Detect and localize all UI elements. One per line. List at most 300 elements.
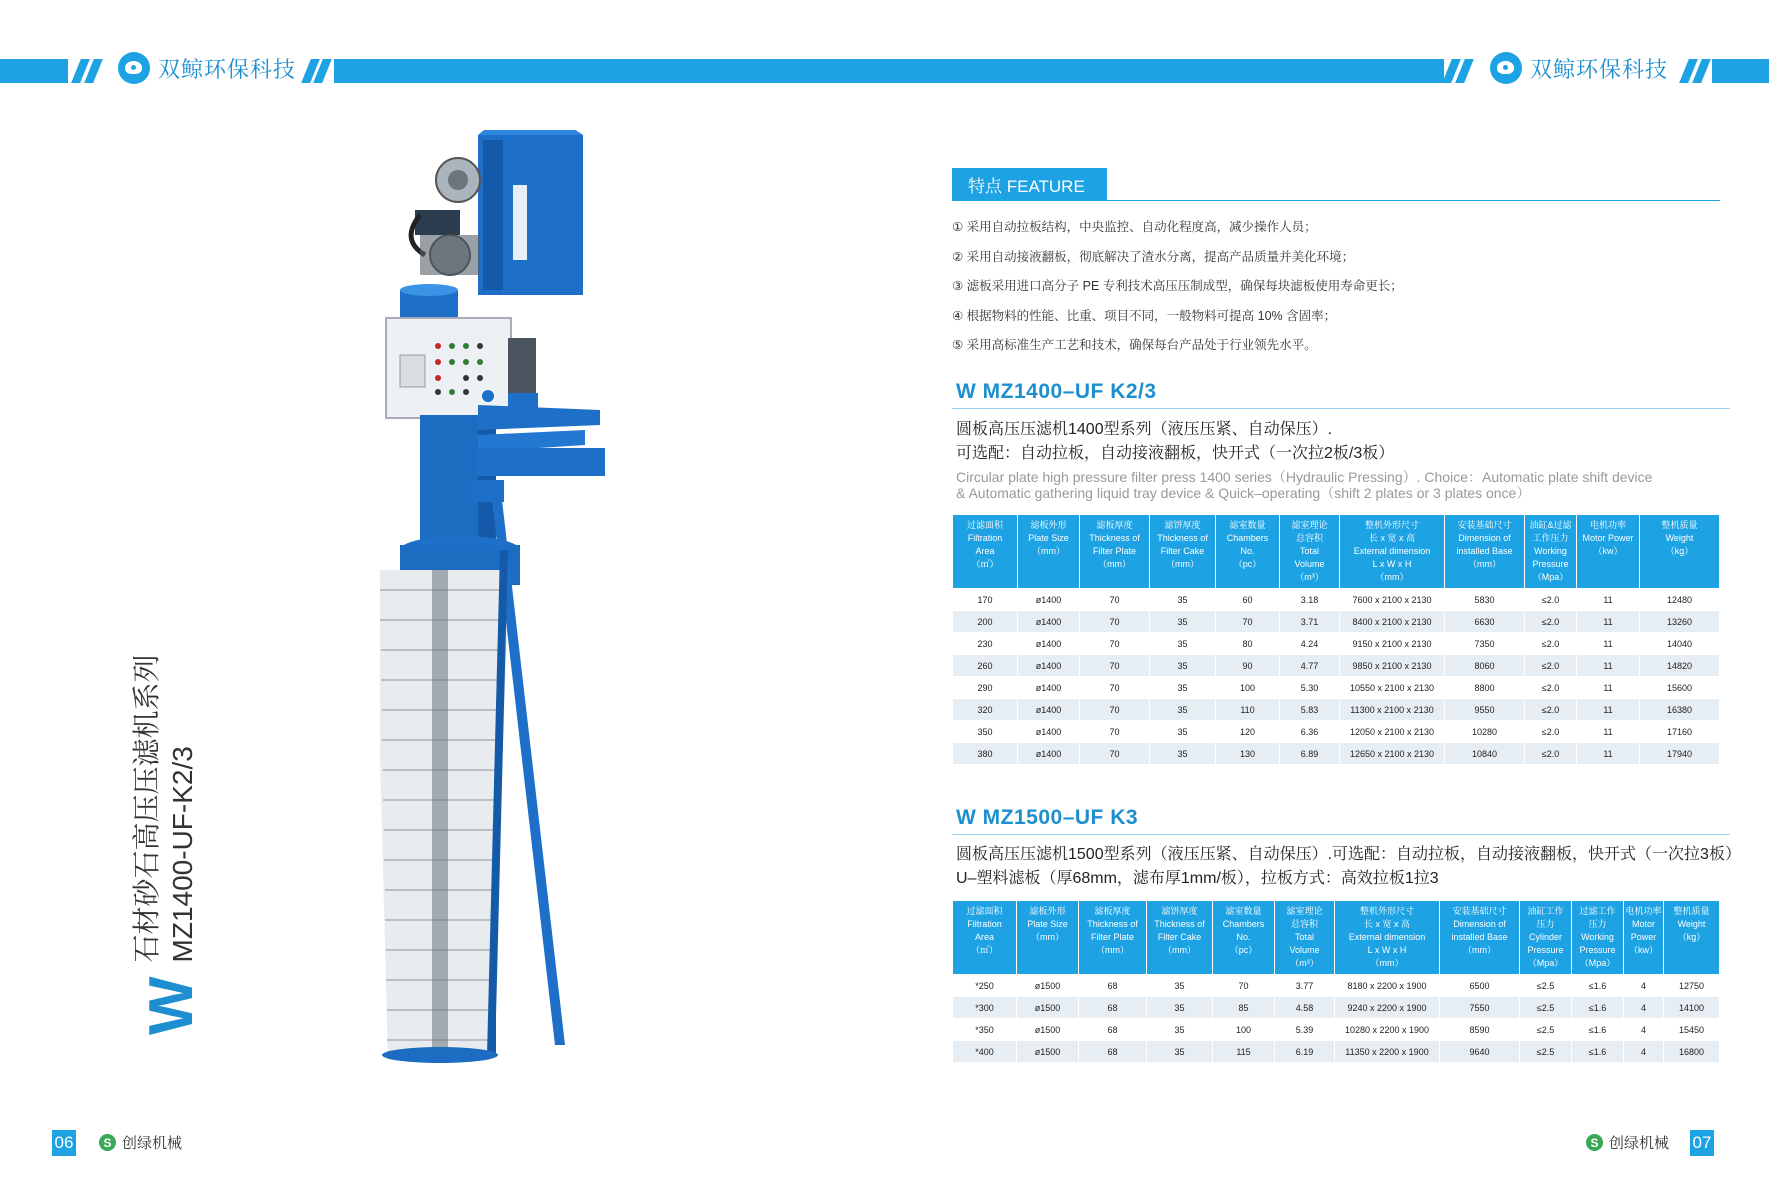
model1-table-cell: 100: [1216, 677, 1280, 699]
model1-header-text: 滤饼厚度: [1164, 520, 1201, 530]
model1-header-text: 过滤面积: [966, 520, 1003, 530]
model2-header-text: 滤室理论: [1286, 906, 1323, 916]
model2-header-cell: [1147, 901, 1213, 975]
model2-table-cell: 6.19: [1275, 1041, 1335, 1063]
feature-item: ⑤ 采用高标准生产工艺和技术，确保每台产品处于行业领先水平。: [952, 338, 1317, 352]
model1-table-cell: 7350: [1445, 633, 1525, 655]
model2-table-cell: 6500: [1440, 975, 1520, 997]
model1-table-cell: 11: [1577, 633, 1640, 655]
footer-brand-name: 创绿机械: [122, 1135, 183, 1152]
brand-left: [118, 52, 296, 84]
model2-header-text: Pressure: [1579, 945, 1616, 955]
model1-table-cell: 380: [953, 743, 1018, 765]
model2-table-cell: ø1500: [1017, 997, 1079, 1019]
model1-table-cell: 6.36: [1280, 721, 1340, 743]
model1-header-text: Weight: [1665, 533, 1694, 543]
model2-header-text: 总容积: [1290, 919, 1318, 929]
model1-table-cell: 5.30: [1280, 677, 1340, 699]
model2-header-cell: [1213, 901, 1275, 975]
model2-header-cell: [1520, 901, 1572, 975]
model2-header-text: 安装基础尺寸: [1452, 906, 1507, 916]
model1-table-cell: 35: [1150, 589, 1216, 611]
model1-header-cell: [1640, 515, 1720, 589]
model1-table-cell: 35: [1150, 699, 1216, 721]
model2-table-cell: 68: [1079, 975, 1147, 997]
model1-table-cell: 17160: [1640, 721, 1720, 743]
model2-header-text: （pc）: [1229, 945, 1258, 955]
model1-table-row: [953, 743, 1720, 765]
model1-header-text: 电机功率: [1589, 520, 1626, 530]
model2-table-cell: ≤2.5: [1520, 997, 1572, 1019]
header-bar: [1712, 59, 1769, 83]
model1-header-text: Filtration: [967, 533, 1003, 543]
model2-header-text: （mm）: [1031, 932, 1064, 942]
model1-table-cell: 12650 x 2100 x 2130: [1340, 743, 1445, 765]
model2-desc-cn-2: U–塑料滤板（厚68mm，滤布厚1mm/板），拉板方式：高效拉板1拉3: [956, 870, 1439, 887]
brand-s-icon: S: [99, 1134, 116, 1151]
model1-header-text: （mm）: [1032, 546, 1065, 556]
model1-header-cell: [1577, 515, 1640, 589]
model1-table-cell: ≤2.0: [1525, 677, 1577, 699]
model2-header-text: （mm）: [1463, 945, 1496, 955]
model2-header-text: 滤板外形: [1029, 906, 1066, 916]
model1-table-cell: 120: [1216, 721, 1280, 743]
model2-header-text: No.: [1236, 932, 1251, 942]
model1-header-text: 整机质量: [1661, 520, 1698, 530]
series-model: MZ1400-UF-K2/3: [167, 746, 198, 963]
model1-table-cell: 8400 x 2100 x 2130: [1340, 611, 1445, 633]
model2-table-cell: 10280 x 2200 x 1900: [1335, 1019, 1440, 1041]
brand-right: [1490, 52, 1668, 84]
model1-table-cell: ≤2.0: [1525, 633, 1577, 655]
model1-table-cell: 35: [1150, 721, 1216, 743]
model1-table-cell: 60: [1216, 589, 1280, 611]
feature-divider: [952, 200, 1720, 201]
model1-table-cell: 35: [1150, 743, 1216, 765]
model1-table-cell: 200: [953, 611, 1018, 633]
model2-header-text: 油缸工作: [1527, 906, 1564, 916]
model1-table-cell: 12050 x 2100 x 2130: [1340, 721, 1445, 743]
model1-header-text: 工作压力: [1532, 533, 1569, 543]
model1-header-text: 油缸&过滤: [1529, 520, 1572, 530]
model1-desc-en-2: & Automatic gathering liquid tray device & Quick–operating（shift 2 plates or 3 plates once）: [956, 485, 1531, 501]
footer-brand-left: [99, 1132, 182, 1153]
model1-table-cell: 4.24: [1280, 633, 1340, 655]
model1-table-row: [953, 677, 1720, 699]
model1-table-cell: 260: [953, 655, 1018, 677]
model1-header-text: 滤板厚度: [1096, 520, 1133, 530]
model2-table-cell: *350: [953, 1019, 1017, 1041]
model1-header-text: Area: [975, 546, 995, 556]
model1-header-cell: [953, 515, 1018, 589]
page-number-left: 06: [52, 1130, 76, 1156]
model2-spec-table: [952, 900, 1720, 1063]
whale-logo-icon: [1490, 52, 1522, 84]
model2-header-cell: [1335, 901, 1440, 975]
model1-table-cell: 70: [1080, 633, 1150, 655]
model1-header-text: L x W x H: [1372, 559, 1412, 569]
model2-table-cell: 7550: [1440, 997, 1520, 1019]
model2-table-cell: 15450: [1664, 1019, 1720, 1041]
model2-table-cell: *400: [953, 1041, 1017, 1063]
model2-header-text: L x W x H: [1367, 945, 1407, 955]
model1-table-cell: 70: [1080, 677, 1150, 699]
model1-header-text: Plate Size: [1028, 533, 1069, 543]
model2-header-text: 滤板厚度: [1094, 906, 1131, 916]
model1-table-row: [953, 611, 1720, 633]
model1-header-text: Dimension of: [1458, 533, 1511, 543]
model1-table-cell: ø1400: [1018, 633, 1080, 655]
model1-header-text: （kg）: [1665, 546, 1694, 556]
model1-table-cell: 320: [953, 699, 1018, 721]
model1-table-cell: 14820: [1640, 655, 1720, 677]
model2-header-cell: [1017, 901, 1079, 975]
model2-table-cell: 4: [1624, 1019, 1664, 1041]
brand-name: 双鲸环保科技: [1530, 56, 1669, 82]
model2-table-row: [953, 1041, 1720, 1063]
model2-table-cell: ≤1.6: [1572, 1019, 1624, 1041]
model1-header-cell: [1216, 515, 1280, 589]
model1-table-cell: ≤2.0: [1525, 721, 1577, 743]
model1-header-text: （mm）: [1375, 572, 1409, 582]
model1-header-text: Volume: [1294, 559, 1325, 569]
model2-table-cell: 115: [1213, 1041, 1275, 1063]
model1-header-text: 总容积: [1295, 533, 1323, 543]
model2-header-text: Filter Cake: [1157, 932, 1202, 942]
header-stripe: [0, 59, 68, 83]
model2-table-cell: 4: [1624, 975, 1664, 997]
model1-table-cell: 8800: [1445, 677, 1525, 699]
model2-table-cell: ≤2.5: [1520, 1019, 1572, 1041]
series-name: 石材砂石高压压滤机系列: [131, 654, 162, 963]
model2-title: W MZ1500–UF K3: [956, 806, 1139, 829]
model1-table-cell: 9550: [1445, 699, 1525, 721]
model2-header-text: Chambers: [1222, 919, 1265, 929]
model2-table-cell: 4: [1624, 1041, 1664, 1063]
feature-item: ② 采用自动接液翻板，彻底解决了渣水分离，提高产品质量并美化环境；: [952, 249, 1355, 264]
model1-table-row: [953, 655, 1720, 677]
model2-header-cell: [953, 901, 1017, 975]
model1-table-cell: 80: [1216, 633, 1280, 655]
model1-table-cell: 12480: [1640, 589, 1720, 611]
model2-table-cell: *250: [953, 975, 1017, 997]
model1-table-cell: 6.89: [1280, 743, 1340, 765]
model1-table-cell: 70: [1080, 743, 1150, 765]
whale-logo-icon: [118, 52, 150, 84]
model1-table-cell: 70: [1216, 611, 1280, 633]
model2-table-cell: 5.39: [1275, 1019, 1335, 1041]
model1-table-cell: ø1400: [1018, 589, 1080, 611]
footer-brand-name: 创绿机械: [1609, 1135, 1670, 1152]
model1-header-text: installed Base: [1456, 546, 1513, 556]
model2-table-cell: 68: [1079, 1041, 1147, 1063]
feature-tab: 特点 FEATURE: [952, 168, 1107, 200]
model2-table-cell: ≤1.6: [1572, 997, 1624, 1019]
model1-header-text: 整机外形尺寸: [1364, 520, 1419, 530]
model2-table-cell: ≤2.5: [1520, 975, 1572, 997]
model1-table-cell: ≤2.0: [1525, 611, 1577, 633]
model1-header-text: Thickness of: [1157, 533, 1208, 543]
model1-table-cell: ø1400: [1018, 611, 1080, 633]
model1-table-cell: 11: [1577, 721, 1640, 743]
model2-header-text: 滤饼厚度: [1161, 906, 1198, 916]
model1-table-row: [953, 699, 1720, 721]
model2-header-cell: [1275, 901, 1335, 975]
model2-table-cell: 35: [1147, 1019, 1213, 1041]
model2-header-text: Motor: [1631, 919, 1655, 929]
model2-table-cell: ≤1.6: [1572, 1041, 1624, 1063]
model2-header-text: Total: [1294, 932, 1314, 942]
brand-s-icon: S: [1586, 1134, 1603, 1151]
series-letter: W: [137, 976, 206, 1035]
model1-table-cell: 9850 x 2100 x 2130: [1340, 655, 1445, 677]
model2-header-text: Dimension of: [1453, 919, 1506, 929]
model2-header-text: 滤室数量: [1225, 906, 1262, 916]
model1-table-cell: 110: [1216, 699, 1280, 721]
model2-header-text: installed Base: [1451, 932, 1508, 942]
model2-header-text: Filter Plate: [1090, 932, 1134, 942]
model2-table-cell: ø1500: [1017, 1041, 1079, 1063]
model1-spec-table: [952, 514, 1720, 765]
model2-header-cell: [1664, 901, 1720, 975]
model1-header-text: 滤板外形: [1030, 520, 1067, 530]
model1-table-cell: 11: [1577, 677, 1640, 699]
model2-header-text: Cylinder: [1528, 932, 1562, 942]
model1-table-cell: 35: [1150, 655, 1216, 677]
model1-table-cell: 35: [1150, 633, 1216, 655]
model2-table-row: [953, 997, 1720, 1019]
feature-list: [952, 218, 1742, 366]
model2-table-cell: 68: [1079, 1019, 1147, 1041]
model1-table-cell: 11: [1577, 611, 1640, 633]
model1-table-cell: 11: [1577, 743, 1640, 765]
model1-divider: [952, 408, 1730, 409]
model1-table-cell: 5.83: [1280, 699, 1340, 721]
model1-table-cell: 90: [1216, 655, 1280, 677]
model1-table-cell: ø1400: [1018, 699, 1080, 721]
model1-table-cell: ø1400: [1018, 677, 1080, 699]
model1-table-cell: ≤2.0: [1525, 743, 1577, 765]
model2-header-text: 过滤工作: [1579, 906, 1616, 916]
model1-table-cell: 70: [1080, 699, 1150, 721]
model1-table-row: [953, 589, 1720, 611]
model1-header-cell: [1340, 515, 1445, 589]
model1-table-cell: 14040: [1640, 633, 1720, 655]
model2-header-text: 压力: [1588, 919, 1607, 929]
model2-table-cell: 9240 x 2200 x 1900: [1335, 997, 1440, 1019]
model2-header-text: Volume: [1289, 945, 1320, 955]
model1-header-text: Pressure: [1532, 559, 1569, 569]
model1-header-text: 长 x 宽 x 高: [1368, 533, 1415, 543]
model2-header-text: Pressure: [1527, 945, 1564, 955]
model1-header-text: （mm）: [1098, 559, 1131, 569]
model2-header-text: （Mpa）: [1527, 958, 1564, 968]
model1-table-cell: 7600 x 2100 x 2130: [1340, 589, 1445, 611]
model1-table-cell: ø1400: [1018, 721, 1080, 743]
model2-header-text: （kg）: [1677, 932, 1706, 942]
model1-table-cell: 290: [953, 677, 1018, 699]
model2-table-cell: 16800: [1664, 1041, 1720, 1063]
model1-table-cell: 350: [953, 721, 1018, 743]
model2-divider: [952, 834, 1730, 835]
model2-header-text: （mm）: [1370, 958, 1404, 968]
model1-header-text: （pc）: [1233, 559, 1262, 569]
model1-table-cell: 15600: [1640, 677, 1720, 699]
model1-header-text: Filter Plate: [1092, 546, 1136, 556]
model2-header-text: Plate Size: [1027, 919, 1068, 929]
model2-table-cell: 12750: [1664, 975, 1720, 997]
model2-header-text: 长 x 宽 x 高: [1363, 919, 1410, 929]
model1-header-text: 安装基础尺寸: [1457, 520, 1512, 530]
model2-table-cell: *300: [953, 997, 1017, 1019]
model1-header-cell: [1280, 515, 1340, 589]
model2-header-text: Thickness of: [1154, 919, 1205, 929]
filter-press-machine-image: [380, 130, 710, 1065]
model2-header-text: External dimension: [1348, 932, 1426, 942]
model2-table-cell: 100: [1213, 1019, 1275, 1041]
model1-table-cell: 35: [1150, 611, 1216, 633]
model1-table-cell: 9150 x 2100 x 2130: [1340, 633, 1445, 655]
feature-item: ③ 滤板采用进口高分子 PE 专利技术高压压制成型，确保每块滤板使用寿命更长；: [952, 279, 1403, 293]
model1-table-cell: 70: [1080, 589, 1150, 611]
model1-table-row: [953, 721, 1720, 743]
model1-desc-en-1: Circular plate high pressure filter press 1400 series（Hydraulic Pressing）. Choice：Automatic plate shift device: [956, 469, 1653, 485]
model2-header-text: 整机外形尺寸: [1359, 906, 1414, 916]
model2-table-cell: 35: [1147, 997, 1213, 1019]
model2-header-text: Weight: [1677, 919, 1706, 929]
model2-header-cell: [1572, 901, 1624, 975]
model1-header-text: （m³）: [1295, 572, 1324, 582]
model1-table-cell: 130: [1216, 743, 1280, 765]
model2-table-cell: 9640: [1440, 1041, 1520, 1063]
model2-header-cell: [1624, 901, 1664, 975]
model2-header-text: （Mpa）: [1579, 958, 1616, 968]
model2-table-row: [953, 975, 1720, 997]
model2-table-cell: ø1500: [1017, 1019, 1079, 1041]
model2-header-text: Filtration: [967, 919, 1002, 929]
model2-header-text: Thickness of: [1087, 919, 1138, 929]
model1-header-text: （㎡）: [971, 559, 999, 569]
model1-header-text: 滤室理论: [1291, 520, 1328, 530]
model1-header-text: （mm）: [1468, 559, 1501, 569]
model2-header-text: 过滤面积: [966, 906, 1003, 916]
model1-title: W MZ1400–UF K2/3: [956, 380, 1157, 403]
model1-table-cell: 11: [1577, 699, 1640, 721]
model2-table-row: [953, 1019, 1720, 1041]
model1-header-text: （mm）: [1166, 559, 1199, 569]
model1-header-cell: [1018, 515, 1080, 589]
model2-header-text: 电机功率: [1625, 906, 1662, 916]
model1-table-row: [953, 633, 1720, 655]
model1-header-text: Thickness of: [1089, 533, 1140, 543]
model2-table-cell: 68: [1079, 997, 1147, 1019]
model2-table-cell: ≤1.6: [1572, 975, 1624, 997]
vertical-series-title: [125, 654, 206, 1035]
page-number-right: 07: [1690, 1130, 1714, 1156]
model2-header-cell: [1079, 901, 1147, 975]
model2-table-cell: ≤2.5: [1520, 1041, 1572, 1063]
model1-header-text: No.: [1240, 546, 1255, 556]
model1-table-cell: 11300 x 2100 x 2130: [1340, 699, 1445, 721]
model1-table-cell: ≤2.0: [1525, 589, 1577, 611]
model2-header-text: （kw）: [1629, 945, 1658, 955]
model1-table-cell: 11: [1577, 589, 1640, 611]
model1-table-cell: 3.71: [1280, 611, 1340, 633]
model2-table-cell: 70: [1213, 975, 1275, 997]
model2-header-text: Area: [974, 932, 994, 942]
model2-header-text: （m³）: [1290, 958, 1319, 968]
model1-desc-cn-2: 可选配：自动拉板，自动接液翻板，快开式（一次拉2板/3板）: [956, 445, 1395, 462]
model2-header-text: 整机质量: [1673, 906, 1710, 916]
model1-table-cell: 16380: [1640, 699, 1720, 721]
feature-item: ④ 根据物料的性能、比重、项目不同，一般物料可提高 10% 含固率；: [952, 308, 1337, 323]
model1-table-cell: 170: [953, 589, 1018, 611]
model2-table-cell: 85: [1213, 997, 1275, 1019]
model2-table-cell: 35: [1147, 975, 1213, 997]
header-bar: [334, 59, 1444, 83]
model2-table-cell: 4.58: [1275, 997, 1335, 1019]
model1-table-cell: 35: [1150, 677, 1216, 699]
model1-desc-cn-1: 圆板高压压滤机1400型系列（液压压紧、自动保压）.: [956, 421, 1333, 438]
model1-table-cell: ≤2.0: [1525, 655, 1577, 677]
model1-header-text: Filter Cake: [1160, 546, 1205, 556]
model1-table-cell: 230: [953, 633, 1018, 655]
model1-header-text: Total: [1299, 546, 1319, 556]
model1-table-cell: ≤2.0: [1525, 699, 1577, 721]
model1-header-cell: [1525, 515, 1577, 589]
model1-table-cell: 70: [1080, 655, 1150, 677]
model2-table-cell: 8180 x 2200 x 1900: [1335, 975, 1440, 997]
model1-header-text: External dimension: [1353, 546, 1431, 556]
model2-header-text: Working: [1581, 932, 1614, 942]
model2-header-cell: [1440, 901, 1520, 975]
model1-header-text: Working: [1534, 546, 1567, 556]
brand-name: 双鲸环保科技: [158, 56, 297, 82]
model1-table-cell: 70: [1080, 721, 1150, 743]
model2-table-cell: 4: [1624, 997, 1664, 1019]
model2-header-text: 压力: [1536, 919, 1555, 929]
footer-brand-right: [1586, 1132, 1669, 1153]
model1-header-text: Chambers: [1226, 533, 1269, 543]
model1-header-cell: [1445, 515, 1525, 589]
model2-header-text: Power: [1630, 932, 1657, 942]
model1-header-cell: [1150, 515, 1216, 589]
model1-header-text: （kw）: [1593, 546, 1623, 556]
model1-table-cell: 70: [1080, 611, 1150, 633]
model2-table-cell: 3.77: [1275, 975, 1335, 997]
model2-header-text: （mm）: [1096, 945, 1129, 955]
model1-table-cell: 5830: [1445, 589, 1525, 611]
model1-table-cell: 3.18: [1280, 589, 1340, 611]
model2-table-cell: 35: [1147, 1041, 1213, 1063]
model1-table-cell: 8060: [1445, 655, 1525, 677]
model2-table-cell: 11350 x 2200 x 1900: [1335, 1041, 1440, 1063]
model1-table-cell: 10550 x 2100 x 2130: [1340, 677, 1445, 699]
model1-table-cell: 6630: [1445, 611, 1525, 633]
model1-table-cell: 10840: [1445, 743, 1525, 765]
model2-table-cell: 14100: [1664, 997, 1720, 1019]
model1-table-cell: 4.77: [1280, 655, 1340, 677]
model1-table-cell: 10280: [1445, 721, 1525, 743]
model1-header-text: （Mpa）: [1532, 572, 1569, 582]
model2-header-text: （mm）: [1163, 945, 1196, 955]
model1-table-cell: ø1400: [1018, 743, 1080, 765]
model1-header-cell: [1080, 515, 1150, 589]
model2-table-cell: ø1500: [1017, 975, 1079, 997]
feature-item: ① 采用自动拉板结构，中央监控、自动化程度高，减少操作人员；: [952, 220, 1317, 234]
model2-table-cell: 8590: [1440, 1019, 1520, 1041]
model2-header-text: （㎡）: [970, 945, 998, 955]
